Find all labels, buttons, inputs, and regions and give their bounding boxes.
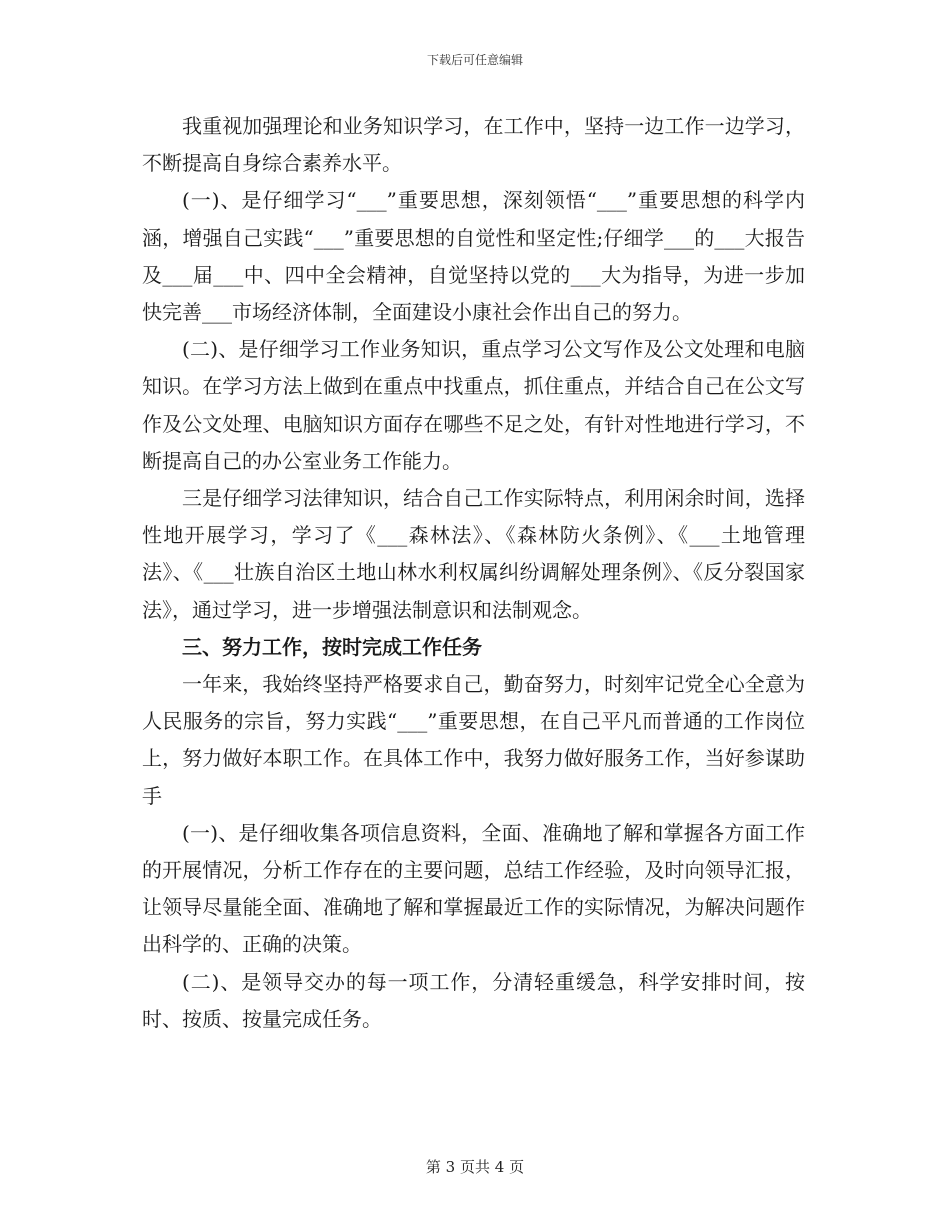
- section-heading-work: 三、努力工作，按时完成工作任务: [182, 634, 482, 659]
- document-body: [142, 108, 805, 1038]
- paragraph-study-theory: (一)、是仔细学习“___”重要思想，深刻领悟“___”重要思想的科学内涵，增强自己实践“___”重要思想的自觉性和坚定性;仔细学___的___大报告及___届___中、四中全会精神，自觉坚持以党的___大为指导，为进一步加快完善___市场经济体制，全面建设小康社会作出自己的努力。: [142, 188, 805, 325]
- paragraph-work-intro: 一年来，我始终坚持严格要求自己，勤奋努力，时刻牢记党全心全意为人民服务的宗旨，努力实践“___”重要思想，在自己平凡而普通的工作岗位上，努力做好本职工作。在具体工作中，我努力做好服务工作，当好参谋助手: [142, 672, 805, 808]
- page-header-note: 下载后可任意编辑: [426, 53, 523, 67]
- paragraph-study-intro: 我重视加强理论和业务知识学习，在工作中，坚持一边工作一边学习，不断提高自身综合素养水平。: [142, 114, 805, 176]
- paragraph-study-law: 三是仔细学习法律知识，结合自己工作实际特点，利用闲余时间，选择性地开展学习，学习了《___森林法》、《森林防火条例》、《___土地管理法》、《___壮族自治区土地山林水利权属纠纷调解处理条例》、《反分裂国家法》，通过学习，进一步增强法制意识和法制观念。: [142, 486, 805, 622]
- paragraph-work-tasks: (二)、是领导交办的每一项工作，分清轻重缓急，科学安排时间，按时、按质、按量完成任务。: [142, 969, 805, 1031]
- paragraph-study-business: (二)、是仔细学习工作业务知识，重点学习公文写作及公文处理和电脑知识。在学习方法上做到在重点中找重点，抓住重点，并结合自己在公文写作及公文处理、电脑知识方面存在哪些不足之处，有针对性地进行学习，不断提高自己的办公室业务工作能力。: [142, 337, 805, 473]
- paragraph-work-info: (一)、是仔细收集各项信息资料，全面、准确地了解和掌握各方面工作的开展情况，分析工作存在的主要问题，总结工作经验，及时向领导汇报，让领导尽量能全面、准确地了解和掌握最近工作的实际情况，为解决问题作出科学的、正确的决策。: [142, 820, 805, 957]
- page-number: 第 3 页共 4 页: [425, 1158, 525, 1176]
